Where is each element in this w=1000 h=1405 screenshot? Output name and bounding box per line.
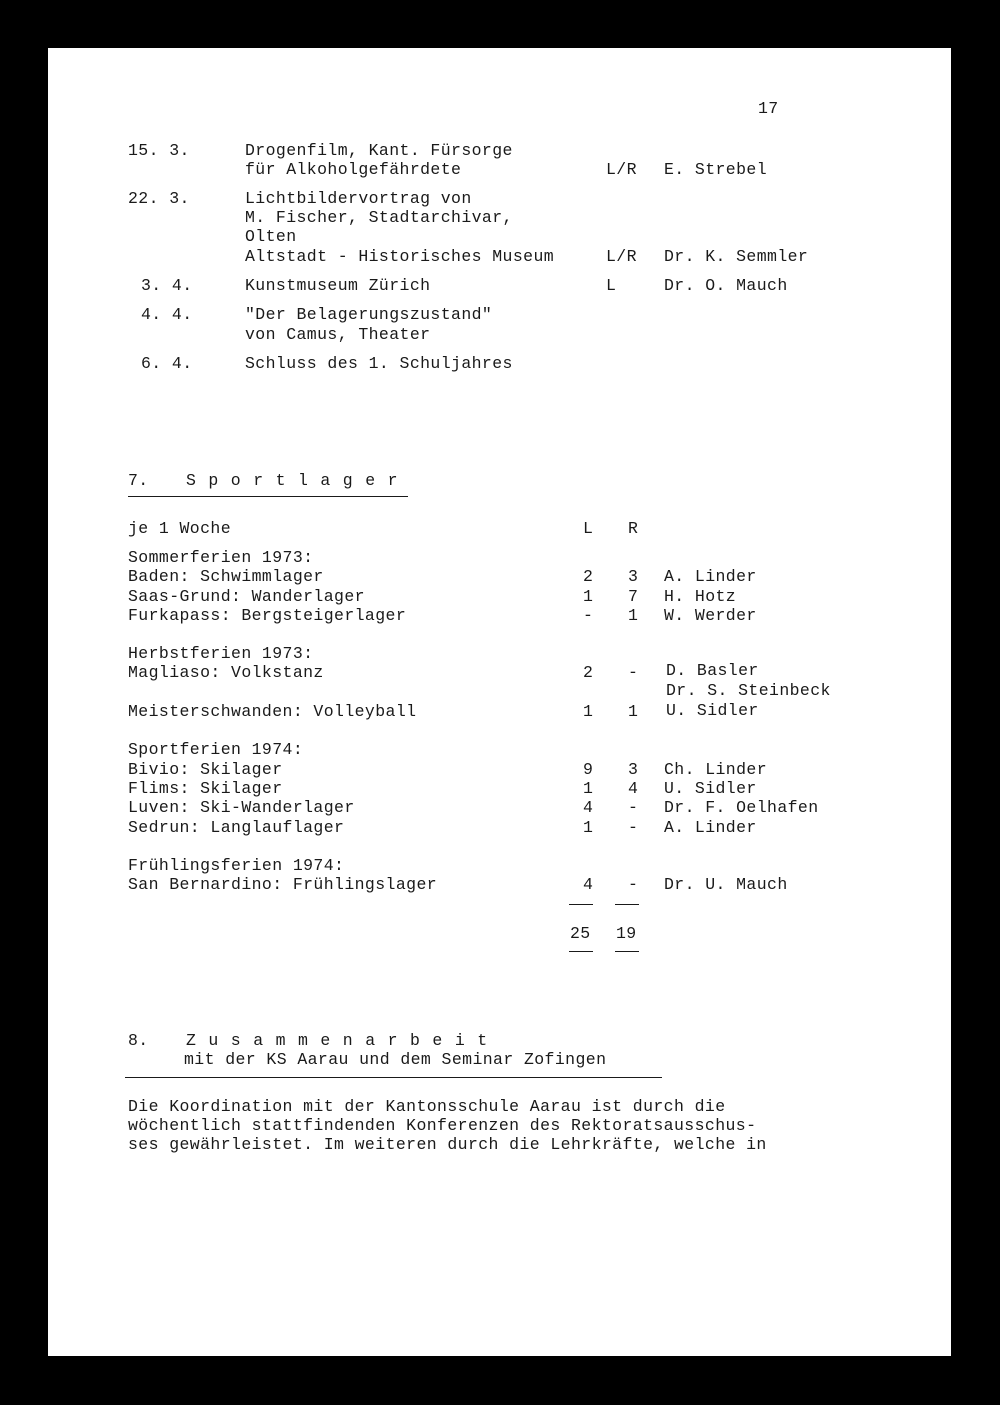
total-r: 19 [616,924,637,943]
section-7-number: 7. [128,471,149,490]
section-8-subtitle: mit der KS Aarau und dem Seminar Zofingen [184,1050,607,1069]
camp-leader: Dr. S. Steinbeck [666,681,831,700]
section-8-underline [125,1077,662,1078]
event-description: Olten [245,227,297,246]
event-leader: Dr. O. Mauch [664,276,788,295]
camp-leader: U. Sidler [664,779,757,798]
camp-count-l: 4 [583,798,594,817]
camp-count-r: 4 [628,779,639,798]
camp-leader: Dr. U. Mauch [664,875,788,894]
event-description: Drogenfilm, Kant. Fürsorge [245,141,513,160]
event-date: 3. 4. [141,276,193,295]
event-description: von Camus, Theater [245,325,431,344]
camp-name: Saas-Grund: Wanderlager [128,587,365,606]
season-heading: Sportferien 1974: [128,740,304,759]
camp-name: Flims: Skilager [128,779,283,798]
event-class: L [606,276,617,295]
camp-name: Bivio: Skilager [128,760,283,779]
event-description: Lichtbildervortrag von [245,189,472,208]
document-page [48,48,951,1356]
total-line-l [569,904,593,905]
event-date: 22. 3. [128,189,190,208]
section-7-underline [128,496,408,497]
event-description: Schluss des 1. Schuljahres [245,354,513,373]
camp-name: Baden: Schwimmlager [128,567,324,586]
event-description: für Alkoholgefährdete [245,160,462,179]
event-date: 4. 4. [141,305,193,324]
total-line-r [615,904,639,905]
paragraph-line: wöchentlich stattfindenden Konferenzen des Rektoratsausschus- [128,1116,757,1135]
season-heading: Frühlingsferien 1974: [128,856,345,875]
event-description: M. Fischer, Stadtarchivar, [245,208,513,227]
camp-leader: Ch. Linder [664,760,768,779]
event-leader: E. Strebel [664,160,768,179]
camp-count-r: 1 [628,702,639,721]
camp-leader: W. Werder [664,606,757,625]
camp-leader: D. Basler [666,661,759,680]
total-underline-l [569,951,593,952]
event-class: L/R [606,160,637,179]
camp-leader: A. Linder [664,567,757,586]
camp-name: Magliaso: Volkstanz [128,663,324,682]
event-description: Kunstmuseum Zürich [245,276,431,295]
camp-name: Meisterschwanden: Volleyball [128,702,417,721]
event-description: "Der Belagerungszustand" [245,305,493,324]
sport-table-label: je 1 Woche [128,519,232,538]
paragraph-line: ses gewährleistet. Im weiteren durch die Lehrkräfte, welche in [128,1135,767,1154]
camp-count-l: - [583,606,594,625]
camp-count-r: - [628,875,639,894]
camp-count-r: - [628,663,639,682]
camp-name: San Bernardino: Frühlingslager [128,875,438,894]
camp-count-r: 3 [628,760,639,779]
section-7-title: Sportlager [186,471,411,490]
event-date: 15. 3. [128,141,190,160]
camp-count-r: - [628,818,639,837]
camp-leader: A. Linder [664,818,757,837]
sport-table-col-r: R [628,519,639,538]
camp-name: Furkapass: Bergsteigerlager [128,606,407,625]
camp-count-r: - [628,798,639,817]
season-heading: Herbstferien 1973: [128,644,314,663]
event-class: L/R [606,247,637,266]
camp-count-r: 3 [628,567,639,586]
camp-leader: H. Hotz [664,587,737,606]
camp-leader: U. Sidler [666,701,759,720]
camp-count-l: 2 [583,567,594,586]
camp-count-l: 1 [583,818,594,837]
total-underline-r [615,951,639,952]
camp-count-l: 9 [583,760,594,779]
event-date: 6. 4. [141,354,193,373]
event-description: Altstadt - Historisches Museum [245,247,555,266]
event-leader: Dr. K. Semmler [664,247,809,266]
camp-count-r: 7 [628,587,639,606]
camp-count-l: 1 [583,587,594,606]
sport-table-col-l: L [583,519,594,538]
camp-count-l: 2 [583,663,594,682]
camp-count-l: 4 [583,875,594,894]
paragraph-line: Die Koordination mit der Kantonsschule Aarau ist durch die [128,1097,726,1116]
season-heading: Sommerferien 1973: [128,548,314,567]
camp-count-l: 1 [583,779,594,798]
page-number: 17 [758,99,779,118]
camp-count-r: 1 [628,606,639,625]
camp-name: Sedrun: Langlauflager [128,818,345,837]
camp-leader: Dr. F. Oelhafen [664,798,819,817]
camp-name: Luven: Ski-Wanderlager [128,798,355,817]
total-l: 25 [570,924,591,943]
camp-count-l: 1 [583,702,594,721]
section-8-title: Zusammenarbeit [186,1031,500,1050]
section-8-number: 8. [128,1031,149,1050]
